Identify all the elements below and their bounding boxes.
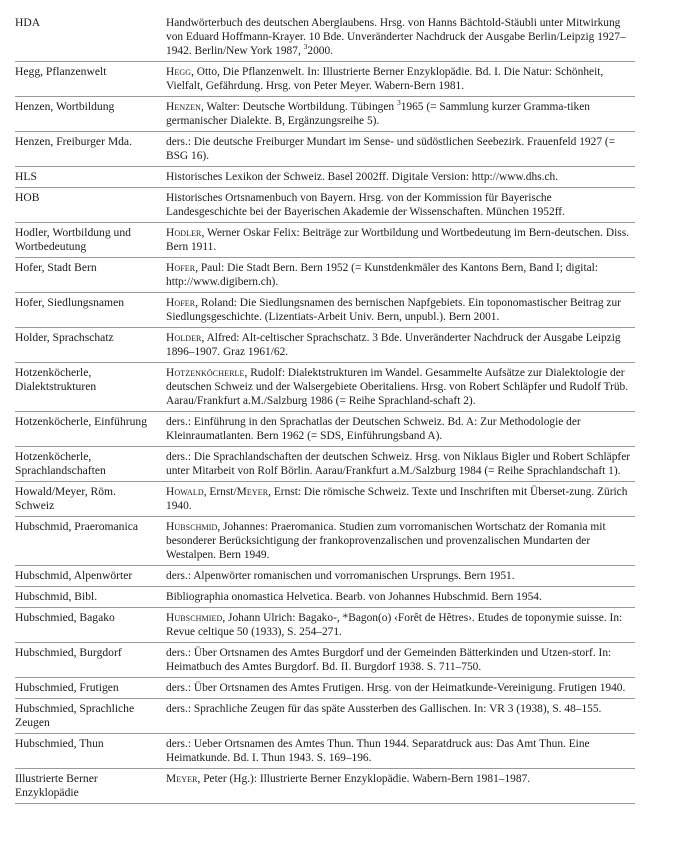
- bibliography-row: [15, 678, 635, 699]
- bibliography-row: [15, 769, 635, 804]
- reference-text: [166, 296, 635, 324]
- reference-text: [166, 226, 635, 254]
- reference-segment: , Alfred: Alt-celtischer Sprachschatz. 3 Bde. Unveränderter Nachdruck der Ausgabe Leipzig 1896–1907. Graz 1961/62.: [166, 332, 621, 358]
- reference-text: [166, 16, 635, 58]
- reference-segment: Historisches Ortsnamenbuch von Bayern. Hrsg. von der Kommission für Bayerische Landesgeschichte bei der Bayerischen Akademie der Wissenschaften. München 1952ff.: [166, 192, 565, 218]
- reference-text: [166, 261, 635, 289]
- reference-text: [166, 65, 635, 93]
- reference-segment: , Otto, Die Pflanzenwelt. In: Illustrierte Berner Enzyklopädie. Bd. I. Die Natur: Schönheit, Vielfalt, Gefährdung. Hrsg. von Peter Meyer. Wabern-Bern 1981.: [166, 66, 604, 92]
- abbreviation-key: Hotzenköcherle, Dialektstrukturen: [15, 366, 97, 393]
- reference-text: [166, 611, 635, 639]
- reference-text: [166, 702, 635, 730]
- author-name: Hodler: [166, 227, 202, 239]
- bibliography-row: [15, 363, 635, 412]
- abbreviation-key: Hotzenköcherle, Sprachlandschaften: [15, 450, 106, 477]
- reference-text: [166, 520, 635, 562]
- superscript-edition: 3: [396, 98, 401, 108]
- reference-segment: , Paul: Die Stadt Bern. Bern 1952 (= Kunstdenkmäler des Kantons Bern, Band I; digital: http://www.digibern.ch).: [166, 262, 599, 288]
- reference-text: [166, 170, 635, 184]
- abbreviation-key: Hofer, Stadt Bern: [15, 261, 97, 274]
- reference-segment: Historisches Lexikon der Schweiz. Basel 2002ff. Digitale Version: http://www.dhs.ch.: [166, 171, 559, 183]
- author-name: Hofer: [166, 262, 196, 274]
- reference-text: [166, 450, 635, 478]
- superscript-edition: 3: [303, 42, 308, 52]
- reference-text: [166, 646, 635, 674]
- bibliography-row: [15, 517, 635, 566]
- bibliography-row: [15, 482, 635, 517]
- author-name: Hotzenköcherle: [166, 367, 245, 379]
- abbreviation-key: Hubschmid, Praeromanica: [15, 520, 138, 533]
- abbreviation-key: Hubschmied, Thun: [15, 737, 104, 750]
- author-name: Holder: [166, 332, 202, 344]
- abbreviation-key: Hubschmid, Alpenwörter: [15, 569, 133, 582]
- author-name: Hofer: [166, 297, 196, 309]
- reference-text: [166, 366, 635, 408]
- abbreviation-key: Hubschmied, Sprachliche Zeugen: [15, 702, 135, 729]
- bibliography-row: [15, 328, 635, 363]
- bibliography-row: [15, 167, 635, 188]
- bibliography-row: [15, 587, 635, 608]
- bibliography-row: [15, 62, 635, 97]
- reference-text: [166, 681, 635, 695]
- abbreviation-key: Hodler, Wortbildung und Wortbedeutung: [15, 226, 131, 253]
- bibliography-row: [15, 97, 635, 132]
- reference-segment: , Peter (Hg.): Illustrierte Berner Enzyklopädie. Wabern-Bern 1981–1987.: [197, 773, 531, 785]
- reference-segment: ders.: Über Ortsnamen des Amtes Frutigen. Hrsg. von der Heimatkunde-Vereinigung. Frutigen 1940.: [166, 682, 626, 694]
- abbreviation-key: Hubschmied, Bagako: [15, 611, 115, 624]
- author-name: Howald: [166, 486, 204, 498]
- reference-segment: ders.: Ueber Ortsnamen des Amtes Thun. Thun 1944. Separatdruck aus: Das Amt Thun. Eine Heimatkunde. Bd. I. Thun 1943. S. 169–196.: [166, 738, 590, 764]
- reference-text: [166, 415, 635, 443]
- bibliography-row: [15, 412, 635, 447]
- author-name: Meyer: [166, 773, 198, 785]
- bibliography-row: [15, 293, 635, 328]
- reference-segment: ders.: Über Ortsnamen des Amtes Burgdorf und der Gemeinden Bätterkinden und Utzen-storf. In: Heimatbuch des Amtes Burgdorf. Bd. II. Burgdorf 1938. S. 711–750.: [166, 647, 612, 673]
- author-name: Hegg: [166, 66, 192, 78]
- bibliography-row: [15, 608, 635, 643]
- abbreviation-key: Hubschmied, Burgdorf: [15, 646, 122, 659]
- bibliography-row: [15, 258, 635, 293]
- reference-segment: , Johann Ulrich: Bagako-, *Bagon(o) ‹Forêt de Hêtres›. Etudes de toponymie suisse. In: Revue celtique 50 (1933), S. 254–271.: [166, 612, 623, 638]
- abbreviation-key: HLS: [15, 170, 37, 183]
- abbreviation-key: Henzen, Freiburger Mda.: [15, 135, 132, 148]
- bibliography-row: [15, 699, 635, 734]
- bibliography-row: [15, 132, 635, 167]
- reference-text: [166, 485, 635, 513]
- abbreviation-key: Hubschmid, Bibl.: [15, 590, 98, 603]
- reference-text: [166, 590, 635, 604]
- abbreviation-key: Henzen, Wortbildung: [15, 100, 115, 113]
- reference-segment: , Werner Oskar Felix: Beiträge zur Wortbildung und Wortbedeutung im Bern-deutschen. Diss. Bern 1911.: [166, 227, 629, 253]
- reference-text: [166, 737, 635, 765]
- reference-segment: Handwörterbuch des deutschen Aberglaubens. Hrsg. von Hanns Bächtold-Stäubli unter Mitwirkung von Eduard Hoffmann-Krayer. 10 Bde. Unveränderter Nachdruck der Ausgabe Berlin/Leipzig 1927–1942. Berlin/New York 1987,: [166, 17, 626, 57]
- abbreviation-key: Illustrierte Berner Enzyklopädie: [15, 772, 98, 799]
- abbreviation-key: Howald/Meyer, Röm. Schweiz: [15, 485, 116, 512]
- abbreviation-key: Hegg, Pflanzenwelt: [15, 65, 107, 78]
- bibliography-row: [15, 566, 635, 587]
- reference-text: [166, 772, 635, 800]
- author-name: Hubschmid: [166, 521, 218, 533]
- abbreviation-key: HDA: [15, 16, 41, 29]
- reference-segment: 1965 (= Sammlung kurzer Gramma-tiken germanischer Dialekte. B, Ergänzungsreihe 5).: [166, 101, 590, 127]
- bibliography-row: [15, 223, 635, 258]
- reference-segment: , Walter: Deutsche Wortbildung. Tübingen: [201, 101, 397, 113]
- reference-segment: ders.: Alpenwörter romanischen und vorromanischen Ursprungs. Bern 1951.: [166, 570, 515, 582]
- reference-segment: , Ernst/: [203, 486, 237, 498]
- reference-segment: ders.: Sprachliche Zeugen für das späte Aussterben des Gallischen. In: VR 3 (1938), S. 48–155.: [166, 703, 602, 715]
- author-name: Hubschmied: [166, 612, 223, 624]
- bibliography-table: [15, 13, 635, 804]
- author-name: Meyer: [236, 486, 269, 498]
- reference-text: [166, 569, 635, 583]
- abbreviation-key: HOB: [15, 191, 40, 204]
- bibliography-row: [15, 643, 635, 678]
- reference-segment: , Rudolf: Dialektstrukturen im Wandel. Gesammelte Aufsätze zur Dialektologie der deutschen Schweiz und der Walsergebiete Oberitaliens. Hrsg. von Robert Schläpfer und Rudolf Trüb. Aarau/Frankfurt a.M./Salzburg 1986 (= Reihe Sprachland-schaft 2).: [166, 367, 629, 407]
- reference-text: [166, 191, 635, 219]
- reference-text: [166, 100, 635, 128]
- bibliography-row: [15, 188, 635, 223]
- reference-segment: Bibliographia onomastica Helvetica. Bearb. von Johannes Hubschmid. Bern 1954.: [166, 591, 542, 603]
- reference-segment: , Roland: Die Siedlungsnamen des bernischen Napfgebiets. Ein toponomastischer Beitrag zur Siedlungsgeschichte. (Lizentiats-Arbeit Univ. Bern, unpubl.). Bern 2001.: [166, 297, 621, 323]
- reference-segment: 2000.: [307, 45, 334, 57]
- reference-segment: ders.: Die Sprachlandschaften der deutschen Schweiz. Hrsg. von Niklaus Bigler und Robert Schläpfer unter Mitarbeit von Rolf Börlin. Aarau/Frankfurt a.M./Salzburg 1984 (= Reihe Sprachlandschaft 1).: [166, 451, 631, 477]
- abbreviation-key: Hotzenköcherle, Einführung: [15, 415, 147, 428]
- bibliography-row: [15, 734, 635, 769]
- abbreviation-key: Hubschmied, Frutigen: [15, 681, 119, 694]
- abbreviation-key: Holder, Sprachschatz: [15, 331, 114, 344]
- reference-segment: , Johannes: Praeromanica. Studien zum vorromanischen Wortschatz der Romania mit besonderer Berücksichtigung der frankoprovenzalischen und provenzalischen Mundarten der Westalpen. Bern 1949.: [166, 521, 606, 561]
- reference-text: [166, 135, 635, 163]
- reference-text: [166, 331, 635, 359]
- bibliography-row: [15, 447, 635, 482]
- author-name: Henzen: [166, 101, 202, 113]
- reference-segment: , Ernst: Die römische Schweiz. Texte und Inschriften mit Überset-zung. Zürich 1940.: [166, 486, 628, 512]
- abbreviation-key: Hofer, Siedlungsnamen: [15, 296, 125, 309]
- bibliography-row: [15, 13, 635, 62]
- reference-segment: ders.: Einführung in den Sprachatlas der Deutschen Schweiz. Bd. A: Zur Methodologie der Kleinraumatlanten. Bern 1962 (= SDS, Einführungsband A).: [166, 416, 581, 442]
- reference-segment: ders.: Die deutsche Freiburger Mundart im Sense- und südöstlichen Seebezirk. Frauenfeld 1927 (= BSG 16).: [166, 136, 616, 162]
